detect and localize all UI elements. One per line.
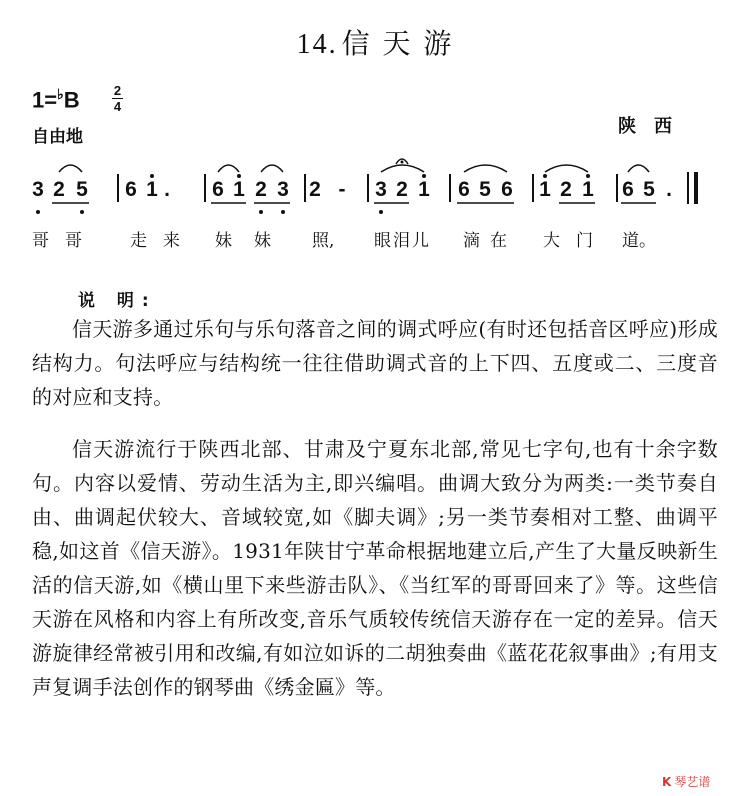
key-signature [32, 86, 80, 113]
augmentation-dot: . [666, 178, 672, 201]
lyric-word: 滴在 [463, 231, 517, 251]
score-note: 5 [76, 178, 88, 201]
score-note: 5 [643, 178, 655, 201]
lyric-word: 眼泪儿 [374, 231, 431, 251]
score-note: 6 [125, 178, 137, 201]
explanation-paragraph-2: 信天游流行于陕西北部、甘肃及宁夏东北部,常见七字句,也有十余字数句。内容以爱情、劳动生活为主,即兴编唱。曲调大致分为两类:一类节奏自由、曲调起伏较大、音域较宽,如《脚夫调》;另一类节奏相对工整、曲调平稳,如这首《信天游》。1931年陕甘宁革命根据地建立后,产生了大量反映新生活的信天游,如《横山里下来些游击队》、《当红军的哥哥回来了》等。这些信天游在风格和内容上有所改变,音乐气质较传统信天游存在一定的差异。信天游旋律经常被引用和改编,有如泣如诉的二胡独奏曲《蓝花花叙事曲》;有用支声复调手法创作的钢琴曲《绣金匾》等。 [32, 437, 718, 699]
score-note: 1 [233, 178, 245, 201]
score-note: 5 [479, 178, 491, 201]
high-octave-dot [150, 174, 154, 178]
high-octave-dot [237, 174, 241, 178]
score-note: 2 [53, 178, 65, 201]
slur-arc [464, 165, 507, 172]
tempo-marking: 自由地 [32, 127, 83, 147]
dash-extension: - [338, 178, 346, 201]
explanation-label: 说 明: [78, 291, 157, 311]
high-octave-dot [586, 174, 590, 178]
slur-arc [59, 165, 82, 172]
time-signature-bottom: 4 [113, 99, 122, 114]
high-octave-dot [422, 174, 426, 178]
augmentation-dot: . [164, 178, 170, 201]
score-note: 6 [622, 178, 634, 201]
key-note: B [63, 87, 80, 113]
high-octave-dot [543, 174, 547, 178]
watermark [662, 773, 710, 790]
score-note: 1 [539, 178, 551, 201]
score-note: 1 [418, 178, 430, 201]
slur-arc [545, 165, 588, 172]
slur-arc [218, 165, 239, 172]
flat-sign: ♭ [57, 86, 64, 102]
key-prefix: 1= [32, 87, 58, 113]
lyric-word: 妹妹 [215, 231, 293, 251]
time-signature [112, 84, 123, 113]
score-note: 3 [375, 178, 387, 201]
score-note: 3 [277, 178, 289, 201]
page-title [0, 22, 750, 62]
low-octave-dot [259, 210, 263, 214]
score-note: 6 [501, 178, 513, 201]
fermata-dot [401, 161, 404, 164]
slur-arc [628, 165, 649, 172]
score-note: 2 [396, 178, 408, 201]
explanation-paragraph-1: 信天游多通过乐句与乐句落音之间的调式呼应(有时还包括音区呼应)形成结构力。句法呼应与结构统一往往借助调式音的上下四、五度或二、三度音的对应和支持。 [32, 317, 718, 409]
low-octave-dot [281, 210, 285, 214]
time-signature-top: 2 [113, 83, 122, 98]
lyric-word: 照, [312, 231, 335, 251]
song-number: 14. [296, 29, 338, 60]
lyric-word: 哥哥 [32, 231, 98, 251]
jianpu-score [0, 150, 750, 226]
score-note: 2 [309, 178, 321, 201]
score-note: 2 [255, 178, 267, 201]
low-octave-dot [36, 210, 40, 214]
watermark-text: 琴艺谱 [674, 775, 711, 789]
lyric-word: 道。 [622, 231, 656, 251]
watermark-logo-icon: K [662, 775, 672, 789]
score-note: 1 [146, 178, 158, 201]
lyric-word: 大门 [543, 231, 609, 251]
score-note: 2 [560, 178, 572, 201]
score-note: 1 [582, 178, 594, 201]
region-label: 陕西 [618, 116, 690, 137]
slur-arc [261, 165, 283, 172]
low-octave-dot [80, 210, 84, 214]
score-note: 6 [458, 178, 470, 201]
low-octave-dot [379, 210, 383, 214]
lyric-word: 走来 [130, 231, 196, 251]
score-note: 3 [32, 178, 44, 201]
score-note: 6 [212, 178, 224, 201]
slur-arc [381, 165, 424, 172]
song-title: 信 天 游 [341, 27, 454, 60]
